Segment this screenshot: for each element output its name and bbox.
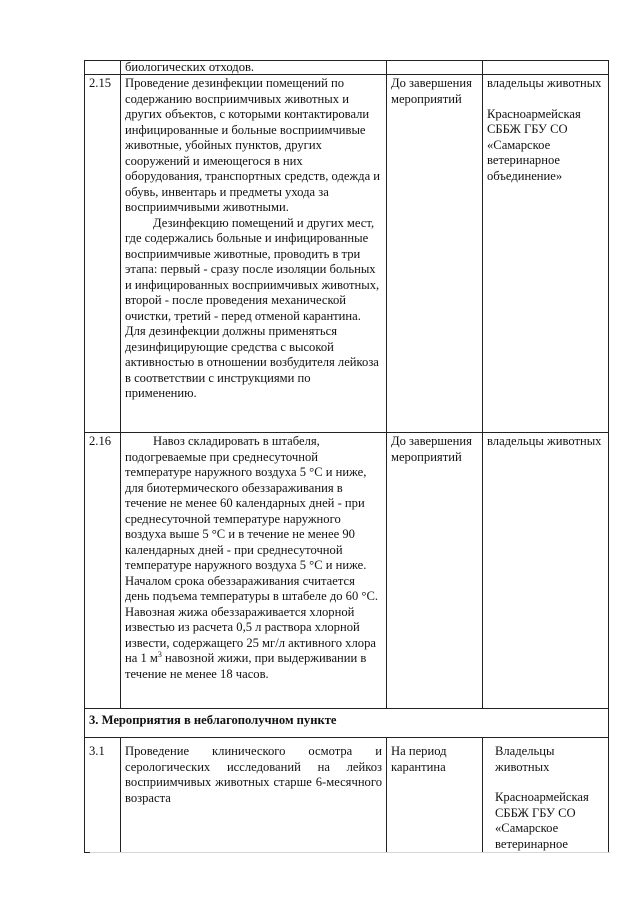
cell-num bbox=[85, 61, 121, 75]
measure-paragraph: Проведение клинического осмотра и серологических исследований на лейкоз восприимчивых животных старше 6-месячного возраста bbox=[125, 744, 382, 805]
measure-paragraph: Проведение дезинфекции помещений по содержанию восприимчивых животных и других объектов, с которыми контактировали инфицированные и больные восприимчивые животные, убойных пунктов, других сооружений и имеющегося в них оборудования, транспортных средств, одежда и обувь, инвентарь и предметы ухода за восприимчивыми животными. bbox=[125, 76, 381, 214]
cell-measure bbox=[121, 75, 387, 433]
cell-responsible bbox=[483, 61, 609, 75]
cell-measure bbox=[121, 433, 387, 709]
responsible-text: владельцы животных bbox=[487, 76, 602, 90]
cell-term bbox=[387, 738, 483, 853]
measures-table bbox=[84, 60, 609, 853]
term-text: До завершения мероприятий bbox=[391, 76, 472, 106]
cell-responsible bbox=[483, 738, 609, 853]
term-text: На период карантина bbox=[391, 744, 447, 774]
row-number: 2.15 bbox=[85, 75, 121, 433]
measure-text: навозной жижи, при выдерживании в течение не менее 18 часов. bbox=[125, 651, 367, 681]
cell-measure bbox=[121, 61, 387, 75]
scan-artifact bbox=[90, 852, 610, 853]
measure-paragraph: Дезинфекцию помещений и других мест, где содержались больные и инфицированные восприимчивые животные, проводить в три этапа: первый - сразу после изоляции больных и инфицированных восприимчивых животных, второй - после проведения механической очистки, третий - перед отменой карантина. bbox=[125, 215, 380, 323]
measure-paragraph: Для дезинфекции должны применяться дезинфицирующие средства с высокой активностью в отношении возбудителя лейкоза в соответствии с инструкциями по применению. bbox=[125, 324, 379, 400]
spacer bbox=[487, 92, 604, 107]
cell-term bbox=[387, 433, 483, 709]
row-number: 2.16 bbox=[85, 433, 121, 709]
responsible-text: Красноармейская СББЖ ГБУ СО «Самарское ветеринарное объединение» bbox=[487, 106, 581, 183]
cell-responsible bbox=[483, 75, 609, 433]
cell-measure bbox=[121, 738, 387, 853]
measure-paragraph bbox=[125, 434, 382, 682]
term-text: До завершения мероприятий bbox=[391, 434, 472, 464]
responsible-text: Владельцы животных bbox=[495, 744, 555, 774]
responsible-text: владельцы животных bbox=[487, 434, 602, 448]
table-row bbox=[85, 433, 609, 709]
superscript: 3 bbox=[157, 649, 162, 659]
responsible-text: Красноармейская СББЖ ГБУ СО «Самарское ветеринарное bbox=[495, 790, 589, 851]
cell-responsible bbox=[483, 433, 609, 709]
table-row bbox=[85, 61, 609, 75]
section-header-row bbox=[85, 709, 609, 738]
measure-text: Навоз складировать в штабеля, подогреваемые при среднесуточной температуре наружного воздуха 5 °С и ниже, для биотермического обеззараживания в течение не менее 60 календарных дней - при среднесуточной температуре наружного воздуха выше 5 °С и в течение не менее 90 календарных дней - при среднесуточной температуре наружного воздуха 5 °С и ниже. Началом срока обеззараживания считается день подъема температуры в штабеле до 60 °С. Навозная жижа обеззараживается хлорной известью из расчета 0,5 л раствора хлорной извести, содержащего 25 мг/л активного хлора на 1 м bbox=[125, 434, 378, 665]
section-title: 3. Мероприятия в неблагополучном пункте bbox=[85, 709, 609, 738]
table-row bbox=[85, 75, 609, 433]
spacer bbox=[495, 775, 604, 790]
table-row bbox=[85, 738, 609, 853]
row-number: 3.1 bbox=[85, 738, 121, 853]
cell-term bbox=[387, 61, 483, 75]
top-row-text: биологических отходов. bbox=[125, 60, 255, 74]
cell-term bbox=[387, 75, 483, 433]
